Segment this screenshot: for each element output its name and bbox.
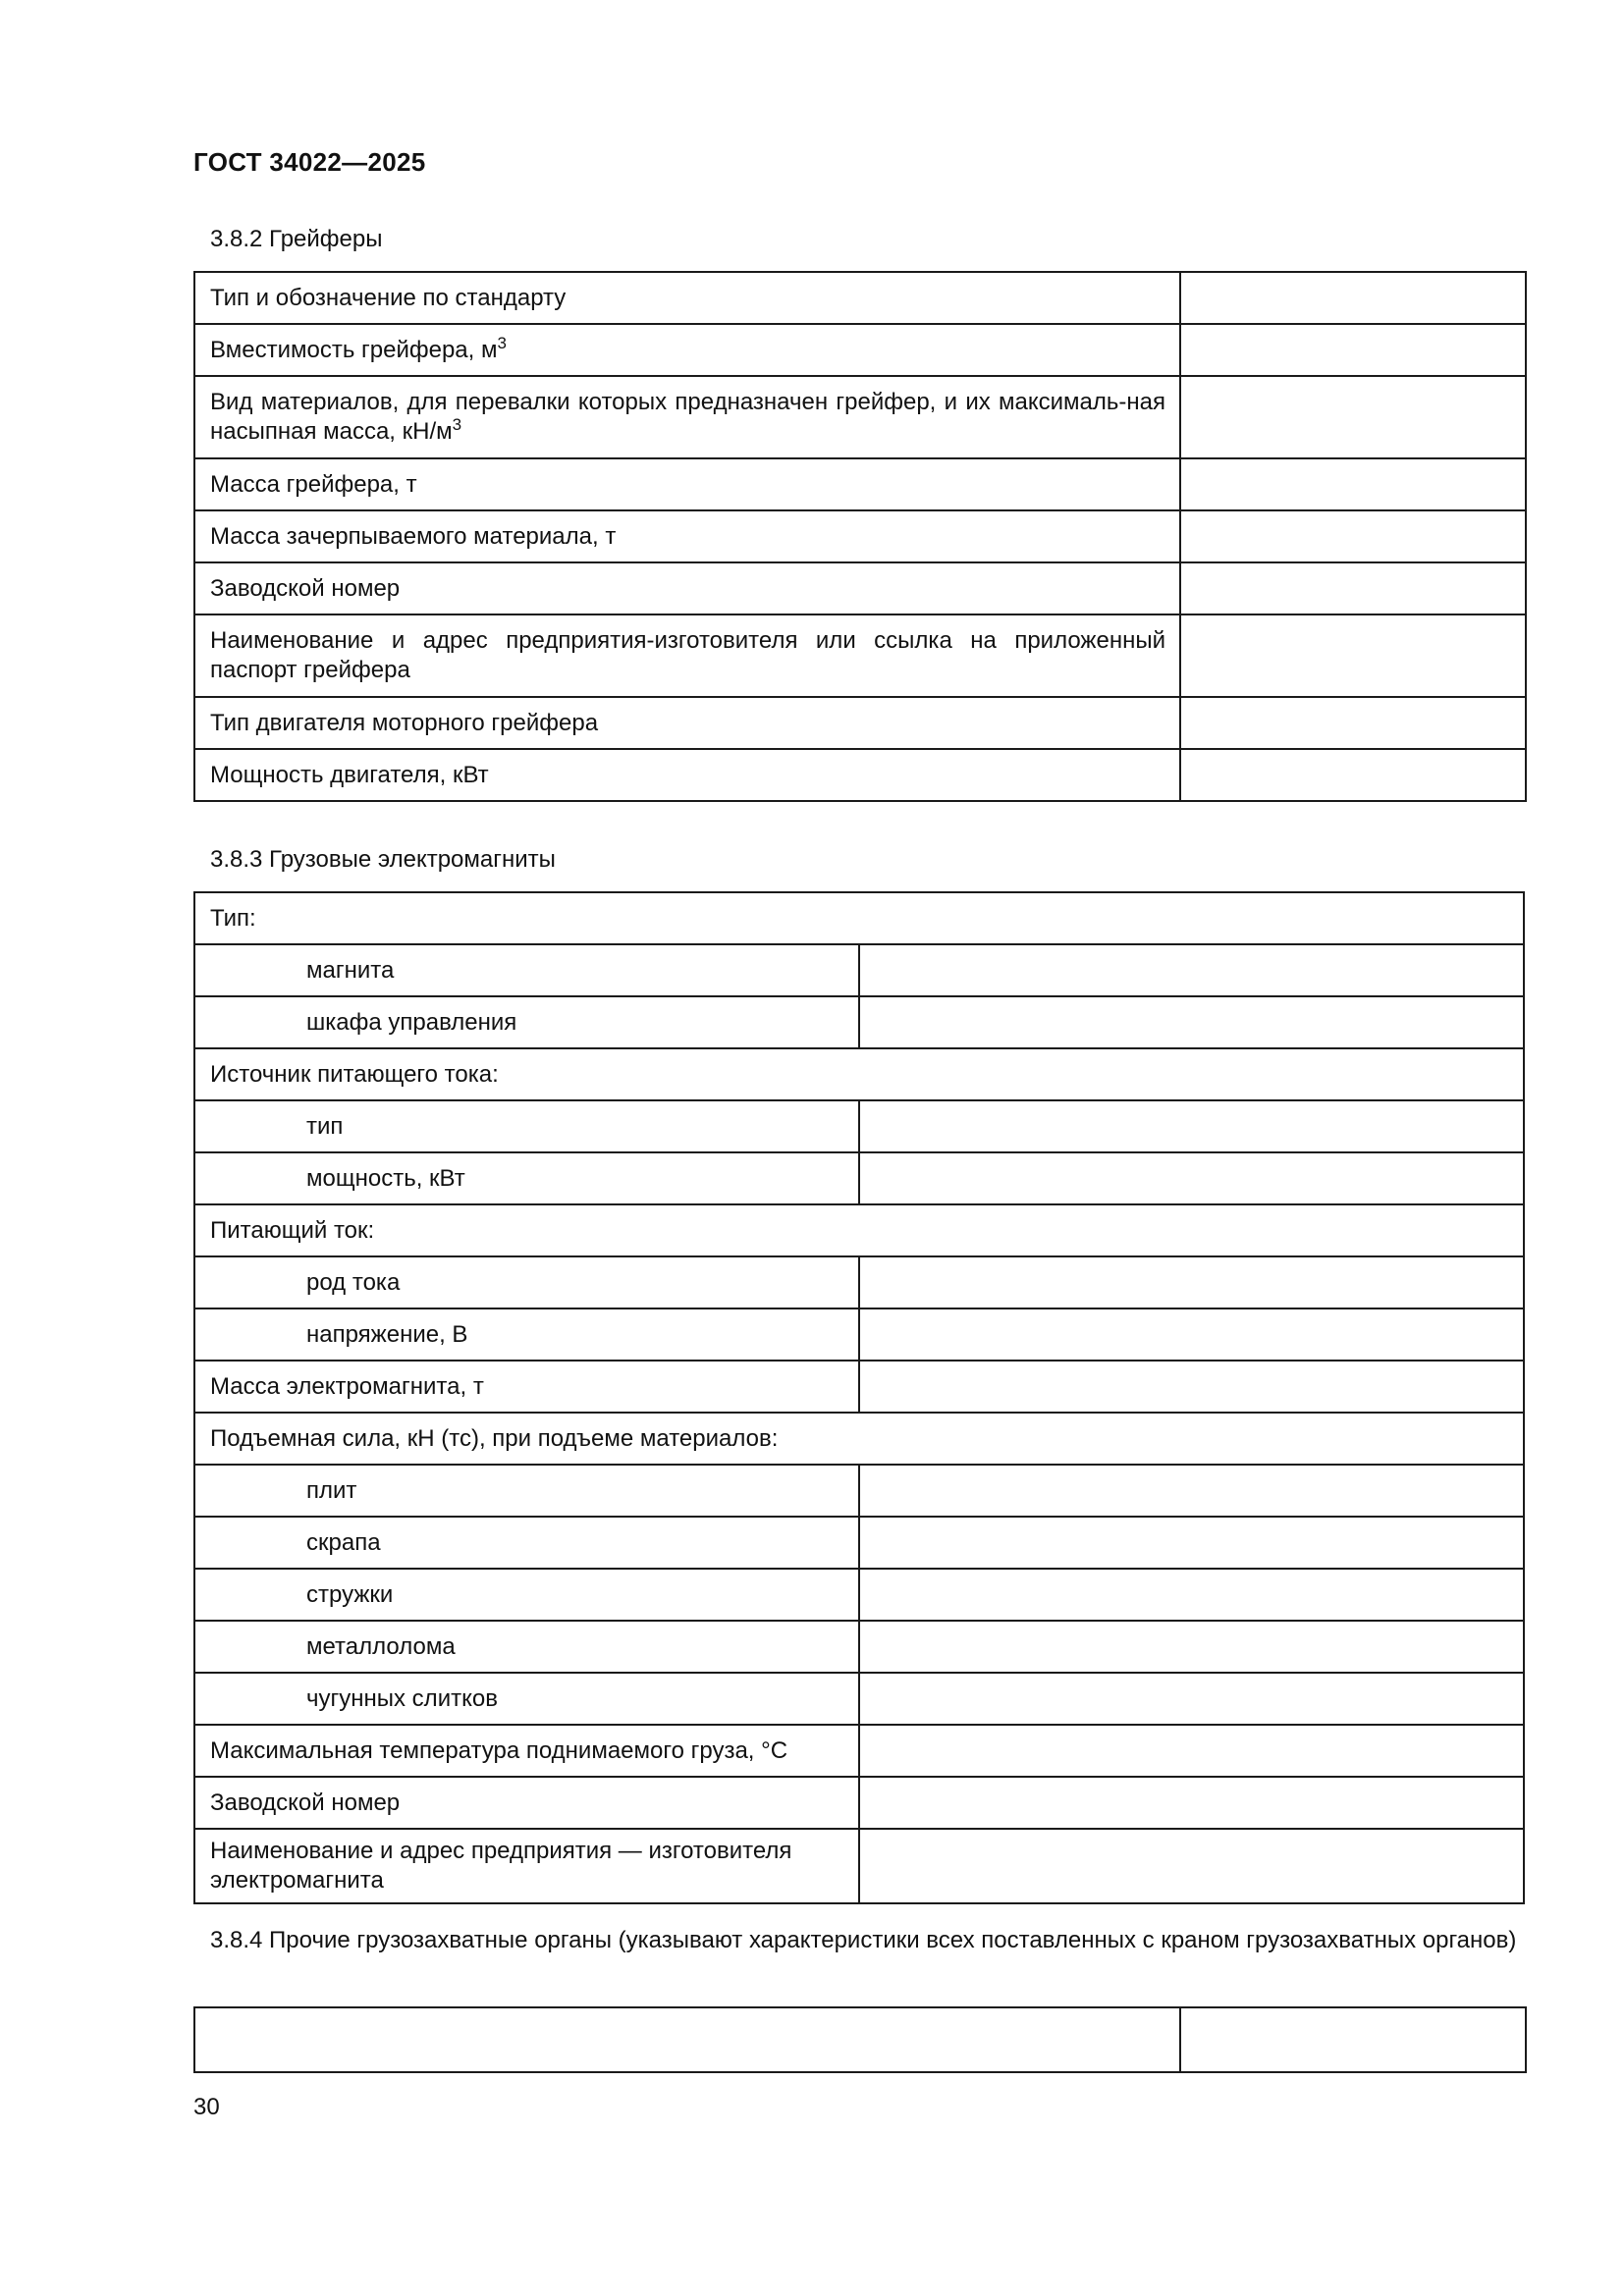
row-label: Мощность двигателя, кВт <box>194 749 1180 801</box>
row-label: Вид материалов, для перевалки которых предназначен грейфер, и их максималь-ная насыпная масса, $кН/м^3$ <box>194 376 1180 458</box>
table-row <box>194 1152 1524 1204</box>
table-row <box>194 749 1526 801</box>
row-label: плит <box>194 1465 859 1517</box>
table-row <box>194 1204 1524 1256</box>
section-title-magnets: 3.8.3 Грузовые электромагниты <box>210 846 556 873</box>
group-label: Питающий ток: <box>194 1204 1524 1256</box>
value-cell[interactable] <box>859 944 1524 996</box>
table-row <box>194 944 1524 996</box>
row-label: Масса электромагнита, т <box>194 1361 859 1413</box>
row-label: магнита <box>194 944 859 996</box>
table-row <box>194 1569 1524 1621</box>
value-cell[interactable] <box>859 1829 1524 1903</box>
row-label: Максимальная температура поднимаемого груза, °С <box>194 1725 859 1777</box>
table-row <box>194 1048 1524 1100</box>
other-table <box>193 2006 1527 2073</box>
value-cell[interactable] <box>859 1465 1524 1517</box>
value-cell[interactable] <box>1180 324 1526 376</box>
table-row <box>194 1517 1524 1569</box>
table-row <box>194 614 1526 697</box>
row-label: стружки <box>194 1569 859 1621</box>
table-row <box>194 996 1524 1048</box>
value-cell[interactable] <box>1180 614 1526 697</box>
value-cell[interactable] <box>859 1725 1524 1777</box>
table-row <box>194 697 1526 749</box>
row-label: Вместимость грейфера, $м^3$ <box>194 324 1180 376</box>
table-row <box>194 376 1526 458</box>
table-row <box>194 1361 1524 1413</box>
row-label: Масса грейфера, т <box>194 458 1180 510</box>
table-row <box>194 1413 1524 1465</box>
value-cell[interactable] <box>859 1673 1524 1725</box>
value-cell[interactable] <box>1180 562 1526 614</box>
row-label: чугунных слитков <box>194 1673 859 1725</box>
section-title-other: 3.8.4 Прочие грузозахватные органы (указывают характеристики всех поставленных с краном грузозахватных органов) <box>210 1927 1517 1953</box>
value-cell[interactable] <box>859 1777 1524 1829</box>
value-cell[interactable] <box>1180 749 1526 801</box>
row-label: род тока <box>194 1256 859 1308</box>
value-cell[interactable] <box>1180 2007 1526 2072</box>
table-row <box>194 458 1526 510</box>
value-cell[interactable] <box>1180 510 1526 562</box>
row-label: Заводской номер <box>194 562 1180 614</box>
table-row <box>194 1308 1524 1361</box>
value-cell[interactable] <box>859 1621 1524 1673</box>
table-row <box>194 1621 1524 1673</box>
value-cell[interactable] <box>859 1517 1524 1569</box>
value-cell[interactable] <box>859 1100 1524 1152</box>
row-label: скрапа <box>194 1517 859 1569</box>
grabs-table <box>193 271 1527 802</box>
document-header: ГОСТ 34022—2025 <box>193 147 426 177</box>
table-row <box>194 1256 1524 1308</box>
row-label: Наименование и адрес предприятия — изготовителя электромагнита <box>194 1829 859 1903</box>
value-cell[interactable] <box>1180 272 1526 324</box>
table-row <box>194 1465 1524 1517</box>
value-cell[interactable] <box>1180 697 1526 749</box>
value-cell[interactable] <box>859 1152 1524 1204</box>
row-label: шкафа управления <box>194 996 859 1048</box>
section-title-grabs: 3.8.2 Грейферы <box>210 226 383 252</box>
table-row <box>194 2007 1526 2072</box>
row-label: металлолома <box>194 1621 859 1673</box>
table-row <box>194 562 1526 614</box>
table-row <box>194 324 1526 376</box>
value-cell[interactable] <box>859 1308 1524 1361</box>
table-row <box>194 510 1526 562</box>
value-cell[interactable] <box>859 996 1524 1048</box>
row-label: мощность, кВт <box>194 1152 859 1204</box>
table-row <box>194 1829 1524 1903</box>
row-label: Заводской номер <box>194 1777 859 1829</box>
table-row <box>194 1100 1524 1152</box>
table-row <box>194 1725 1524 1777</box>
value-cell[interactable] <box>1180 458 1526 510</box>
value-cell[interactable] <box>1180 376 1526 458</box>
row-label: Тип и обозначение по стандарту <box>194 272 1180 324</box>
row-label: Наименование и адрес предприятия-изготовителя или ссылка на приложенный паспорт грейфера <box>194 614 1180 697</box>
value-cell[interactable] <box>859 1256 1524 1308</box>
row-label: Масса зачерпываемого материала, т <box>194 510 1180 562</box>
value-cell[interactable] <box>859 1361 1524 1413</box>
group-label: Источник питающего тока: <box>194 1048 1524 1100</box>
page-number: 30 <box>193 2094 220 2120</box>
table-row <box>194 1673 1524 1725</box>
group-label: Тип: <box>194 892 1524 944</box>
value-cell[interactable] <box>859 1569 1524 1621</box>
row-label: напряжение, В <box>194 1308 859 1361</box>
row-label: Тип двигателя моторного грейфера <box>194 697 1180 749</box>
magnets-table <box>193 891 1525 1904</box>
table-row <box>194 892 1524 944</box>
blank-cell[interactable] <box>194 2007 1180 2072</box>
row-label: тип <box>194 1100 859 1152</box>
table-row <box>194 272 1526 324</box>
group-label: Подъемная сила, кН (тс), при подъеме материалов: <box>194 1413 1524 1465</box>
table-row <box>194 1777 1524 1829</box>
